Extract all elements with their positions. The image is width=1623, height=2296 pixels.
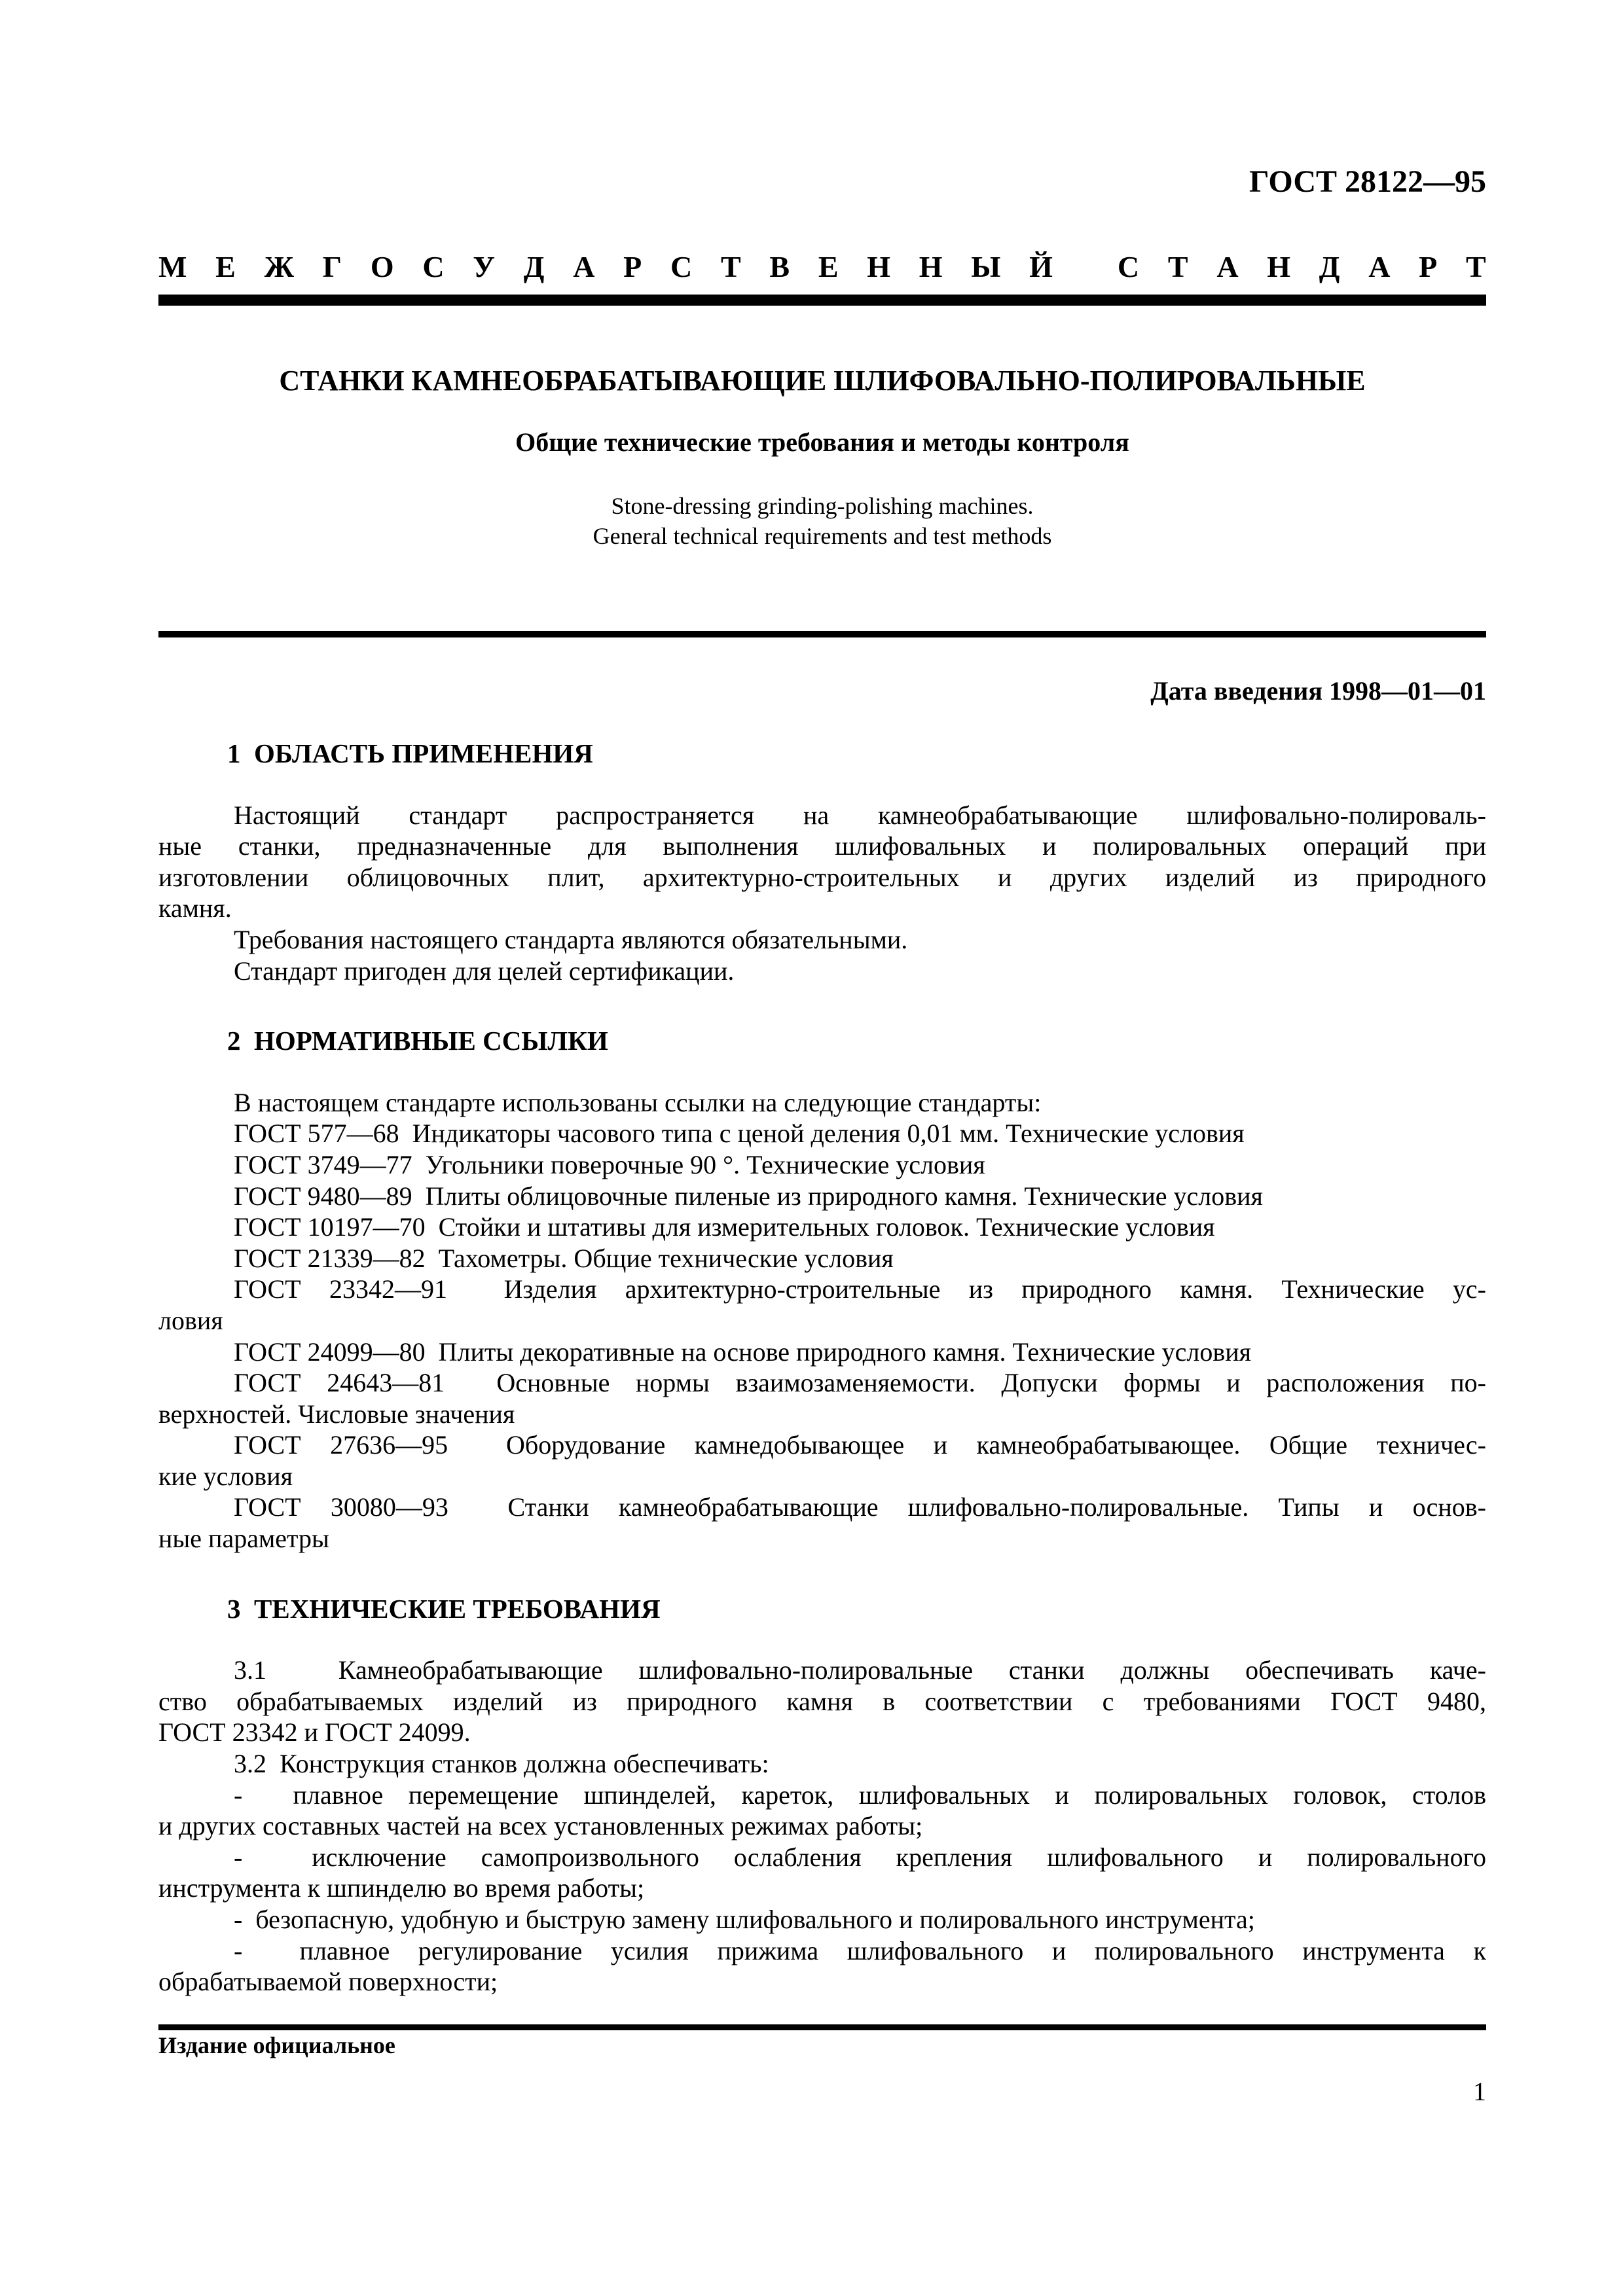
text-line: 3.1 Камнеобрабатывающие шлифовально-полировальные станки должны обеспечивать каче- xyxy=(234,1655,1486,1685)
text-line: - исключение самопроизвольного ослабления крепления шлифовального и полировального xyxy=(234,1842,1486,1872)
banner-letter: У xyxy=(473,250,496,283)
text-line: ные параметры xyxy=(158,1524,329,1554)
text-line: ГОСТ 30080—93 Станки камнеобрабатывающие шлифовально-полировальные. Типы и основ- xyxy=(234,1492,1486,1522)
section-heading: 1 ОБЛАСТЬ ПРИМЕНЕНИЯ xyxy=(227,738,593,768)
standard-banner xyxy=(158,251,1486,284)
text-line: Требования настоящего стандарта являются обязательными. xyxy=(234,924,908,954)
header-divider-bar xyxy=(158,295,1486,306)
document-subtitle-ru: Общие технические требования и методы контроля xyxy=(515,427,1129,457)
section-heading: 3 ТЕХНИЧЕСКИЕ ТРЕБОВАНИЯ xyxy=(227,1593,661,1624)
page-number: 1 xyxy=(1473,2077,1486,2106)
text-line: ГОСТ 10197—70 Стойки и штативы для измерительных головок. Технические условия xyxy=(234,1212,1215,1242)
text-line: - безопасную, удобную и быструю замену шлифовального и полировального инструмента; xyxy=(234,1905,1255,1934)
text-line: ные станки, предназначенные для выполнения шлифовальных и полировальных операций при xyxy=(158,831,1486,861)
text-line: и других составных частей на всех установленных режимах работы; xyxy=(158,1811,923,1841)
title-divider-rule xyxy=(158,631,1486,637)
text-line: ГОСТ 9480—89 Плиты облицовочные пиленые из природного камня. Технические условия xyxy=(234,1181,1263,1211)
banner-letter: Й xyxy=(1029,250,1053,283)
banner-letter: Т xyxy=(1466,250,1486,283)
banner-letter: Т xyxy=(1167,250,1188,283)
effective-date: Дата введения 1998—01—01 xyxy=(1150,676,1486,706)
document-title-en-line1: Stone-dressing grinding-polishing machines. xyxy=(611,493,1034,519)
section-heading: 2 НОРМАТИВНЫЕ ССЫЛКИ xyxy=(227,1026,608,1056)
banner-letter: Д xyxy=(1319,250,1340,283)
text-line: изготовлении облицовочных плит, архитектурно-строительных и других изделий из природного xyxy=(158,862,1486,892)
text-line: Настоящий стандарт распространяется на камнеобрабатывающие шлифовально-полироваль- xyxy=(234,800,1486,830)
document-title-en-line2: General technical requirements and test methods xyxy=(593,523,1052,549)
banner-letter: М xyxy=(158,250,187,283)
doc-number: ГОСТ 28122—95 xyxy=(1249,164,1486,199)
text-line: ловия xyxy=(158,1305,223,1335)
text-line: инструмента к шпинделю во время работы; xyxy=(158,1873,645,1903)
text-line: ГОСТ 3749—77 Угольники поверочные 90 °. Технические условия xyxy=(234,1149,985,1179)
text-line: ГОСТ 24643—81 Основные нормы взаимозаменяемости. Допуски формы и расположения по- xyxy=(234,1368,1486,1398)
banner-letter: А xyxy=(1216,250,1239,283)
text-line: обрабатываемой поверхности; xyxy=(158,1967,498,1997)
text-line: 3.2 Конструкция станков должна обеспечивать: xyxy=(234,1749,769,1779)
text-line: ство обрабатываемых изделий из природного камня в соответствии с требованиями ГОСТ 9480, xyxy=(158,1686,1486,1716)
banner-letter: Т xyxy=(720,250,741,283)
footer-divider-rule xyxy=(158,2024,1486,2030)
document-title-ru: СТАНКИ КАМНЕОБРАБАТЫВАЮЩИЕ ШЛИФОВАЛЬНО-ПОЛИРОВАЛЬНЫЕ xyxy=(279,365,1366,397)
text-line: ГОСТ 24099—80 Плиты декоративные на основе природного камня. Технические условия xyxy=(234,1336,1252,1367)
document-body xyxy=(158,738,1486,1998)
banner-letter: Р xyxy=(623,250,642,283)
banner-letter: Е xyxy=(215,250,236,283)
banner-letter xyxy=(1082,251,1089,284)
banner-letter: Н xyxy=(867,250,891,283)
banner-letter: С xyxy=(422,250,445,283)
banner-letter: Ы xyxy=(971,250,1001,283)
text-line: Стандарт пригоден для целей сертификации. xyxy=(234,956,735,986)
text-line: ГОСТ 27636—95 Оборудование камнедобывающее и камнеобрабатывающее. Общие техничес- xyxy=(234,1430,1486,1460)
banner-letter: А xyxy=(573,250,595,283)
banner-letter: Н xyxy=(919,250,943,283)
banner-letter: Г xyxy=(322,250,342,283)
banner-letter: С xyxy=(1117,250,1140,283)
banner-letter: В xyxy=(769,250,790,283)
banner-letter: А xyxy=(1368,250,1391,283)
text-line: ГОСТ 23342—91 Изделия архитектурно-строительные из природного камня. Технические ус- xyxy=(234,1274,1486,1304)
text-line: ГОСТ 21339—82 Тахометры. Общие технические условия xyxy=(234,1243,894,1273)
banner-letter: О xyxy=(370,250,394,283)
banner-letter: С xyxy=(670,250,693,283)
text-line: В настоящем стандарте использованы ссылки на следующие стандарты: xyxy=(234,1087,1042,1117)
text-line: камня. xyxy=(158,893,232,924)
text-line: ГОСТ 577—68 Индикаторы часового типа с ценой деления 0,01 мм. Технические условия xyxy=(234,1119,1245,1149)
banner-letter: Е xyxy=(818,250,839,283)
text-line: - плавное перемещение шпинделей, кареток, шлифовальных и полировальных головок, столов xyxy=(234,1780,1486,1810)
banner-letter: Ж xyxy=(264,250,295,283)
banner-letter: Д xyxy=(523,250,545,283)
text-line: ГОСТ 23342 и ГОСТ 24099. xyxy=(158,1717,471,1748)
official-edition-note: Издание официальное xyxy=(158,2032,395,2058)
text-line: кие условия xyxy=(158,1461,293,1491)
banner-letter: Н xyxy=(1267,250,1291,283)
text-line: верхностей. Числовые значения xyxy=(158,1399,515,1429)
text-line: - плавное регулирование усилия прижима шлифовального и полировального инструмента к xyxy=(234,1935,1486,1965)
banner-letter: Р xyxy=(1419,250,1438,283)
